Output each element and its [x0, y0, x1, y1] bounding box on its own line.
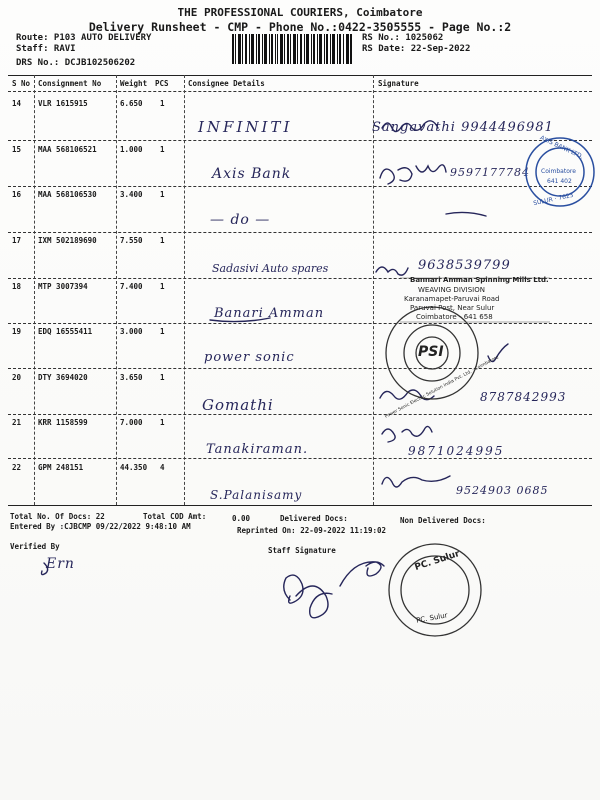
- rs-date: RS Date: 22-Sep-2022: [362, 44, 471, 54]
- row-pcs: 4: [160, 463, 165, 472]
- col-header-pcs: PCS: [155, 79, 169, 88]
- row-sno: 20: [12, 373, 22, 382]
- staff-signature-label: Staff Signature: [268, 546, 336, 555]
- row-weight: 7.400: [120, 282, 143, 291]
- row-signature: 8787842993: [480, 390, 567, 404]
- col-header-consignment: Consignment No: [38, 79, 102, 88]
- row-consignment: EDQ 16555411: [38, 327, 93, 336]
- row-signature: 9638539799: [418, 258, 511, 273]
- route: Route: P103 AUTO DELIVERY: [16, 33, 152, 43]
- row-consignment: KRR 1158599: [38, 418, 88, 427]
- row-pcs: 1: [160, 282, 165, 291]
- row-consignment: MAA 568106530: [38, 190, 97, 199]
- row-consignee: Axis Bank: [212, 166, 292, 182]
- row-consignment: MTP 3007394: [38, 282, 88, 291]
- row-pcs: 1: [160, 145, 165, 154]
- row-pcs: 1: [160, 327, 165, 336]
- row-weight: 6.650: [120, 99, 143, 108]
- row-consignee: — do —: [210, 212, 271, 228]
- col-header-consignee: Consignee Details: [188, 79, 265, 88]
- total-docs: Total No. Of Docs: 22: [10, 512, 105, 521]
- row-sno: 15: [12, 145, 22, 154]
- drs-number: DRS No.: DCJB102506202: [16, 58, 136, 68]
- row-signature: 9871024995: [408, 444, 505, 458]
- delivered-docs: Delivered Docs:: [280, 514, 348, 523]
- company-title: THE PROFESSIONAL COURIERS, Coimbatore: [177, 6, 423, 19]
- row-consignee: Tanakiraman.: [206, 442, 309, 457]
- row-consignment: MAA 568106521: [38, 145, 97, 154]
- row-signature: Sangavathi 9944496981: [372, 120, 554, 135]
- row-consignee: S.Palanisamy: [210, 488, 303, 502]
- row-pcs: 1: [160, 99, 165, 108]
- row-consignee: INFINITI: [198, 118, 293, 136]
- total-cod-value: 0.00: [232, 514, 251, 523]
- row-sno: 18: [12, 282, 22, 291]
- row-weight: 3.650: [120, 373, 143, 382]
- row-sno: 17: [12, 236, 22, 245]
- pc-sulur-stamp-top: PC. Sulur: [413, 549, 461, 573]
- pc-sulur-stamp-bottom: PC. Sulur: [415, 611, 449, 625]
- axis-stamp-top: AXIS BANK LTD.: [538, 134, 585, 161]
- rs-number: RS No.: 1025062: [362, 33, 444, 43]
- row-signature: 9524903 0685: [456, 484, 549, 497]
- banari-stamp-city: Coimbatore - 641 658: [416, 313, 493, 321]
- verified-by-label: Verified By: [10, 542, 60, 551]
- row-consignee: Banari Amman: [214, 306, 325, 321]
- row-consignment: VLR 1615915: [38, 99, 88, 108]
- col-header-sno: S No: [12, 79, 31, 88]
- row-consignment: GPM 248151: [38, 463, 84, 472]
- banari-stamp-post: Paruvai Post, Near Sulur: [410, 304, 495, 312]
- entered-by: Entered By :CJBCMP 09/22/2022 9:48:10 AM: [10, 522, 191, 531]
- row-weight: 44.350: [120, 463, 148, 472]
- reprinted-on: Reprinted On: 22-09-2022 11:19:02: [237, 526, 387, 535]
- axis-stamp-bottom: SULUR · 7623: [532, 191, 575, 208]
- row-signature: 9597177784: [450, 166, 530, 179]
- row-consignment: IXM 502189690: [38, 236, 97, 245]
- row-pcs: 1: [160, 190, 165, 199]
- row-sno: 19: [12, 327, 22, 336]
- banari-stamp-division: WEAVING DIVISION: [418, 286, 485, 294]
- psi-stamp-ring-text: Power Sonic Electric Solution India Pvt. Ltd. · Coimbatore: [384, 355, 500, 420]
- psi-stamp-logo: PSI: [418, 344, 444, 360]
- row-weight: 1.000: [120, 145, 143, 154]
- row-weight: 7.000: [120, 418, 143, 427]
- row-weight: 3.400: [120, 190, 143, 199]
- row-pcs: 1: [160, 373, 165, 382]
- row-sno: 22: [12, 463, 22, 472]
- row-sno: 21: [12, 418, 22, 427]
- axis-stamp-code: 641 402: [547, 178, 572, 185]
- row-consignee: Gomathi: [202, 396, 274, 414]
- row-weight: 3.000: [120, 327, 143, 336]
- staff: Staff: RAVI: [16, 44, 76, 54]
- row-consignee: Sadasivi Auto spares: [212, 262, 329, 275]
- axis-stamp-city: Coimbatore: [541, 168, 576, 175]
- non-delivered-docs: Non Delivered Docs:: [400, 516, 486, 525]
- row-consignee: power sonic: [204, 350, 295, 365]
- verifier-initials: Ern: [46, 556, 75, 572]
- total-cod-label: Total COD Amt:: [143, 512, 207, 521]
- row-consignment: DTY 3694020: [38, 373, 88, 382]
- runsheet-title: Delivery Runsheet - CMP - Phone No.:0422-3505555 - Page No.:2: [88, 20, 512, 34]
- row-sno: 16: [12, 190, 22, 199]
- col-header-weight: Weight: [120, 79, 148, 88]
- banari-stamp-company: Bannari Amman Spinning Mills Ltd.: [410, 276, 549, 284]
- row-weight: 7.550: [120, 236, 143, 245]
- banari-stamp-road: Karanamapet-Paruvai Road: [404, 295, 500, 303]
- row-pcs: 1: [160, 236, 165, 245]
- row-pcs: 1: [160, 418, 165, 427]
- col-header-signature: Signature: [378, 79, 419, 88]
- row-sno: 14: [12, 99, 22, 108]
